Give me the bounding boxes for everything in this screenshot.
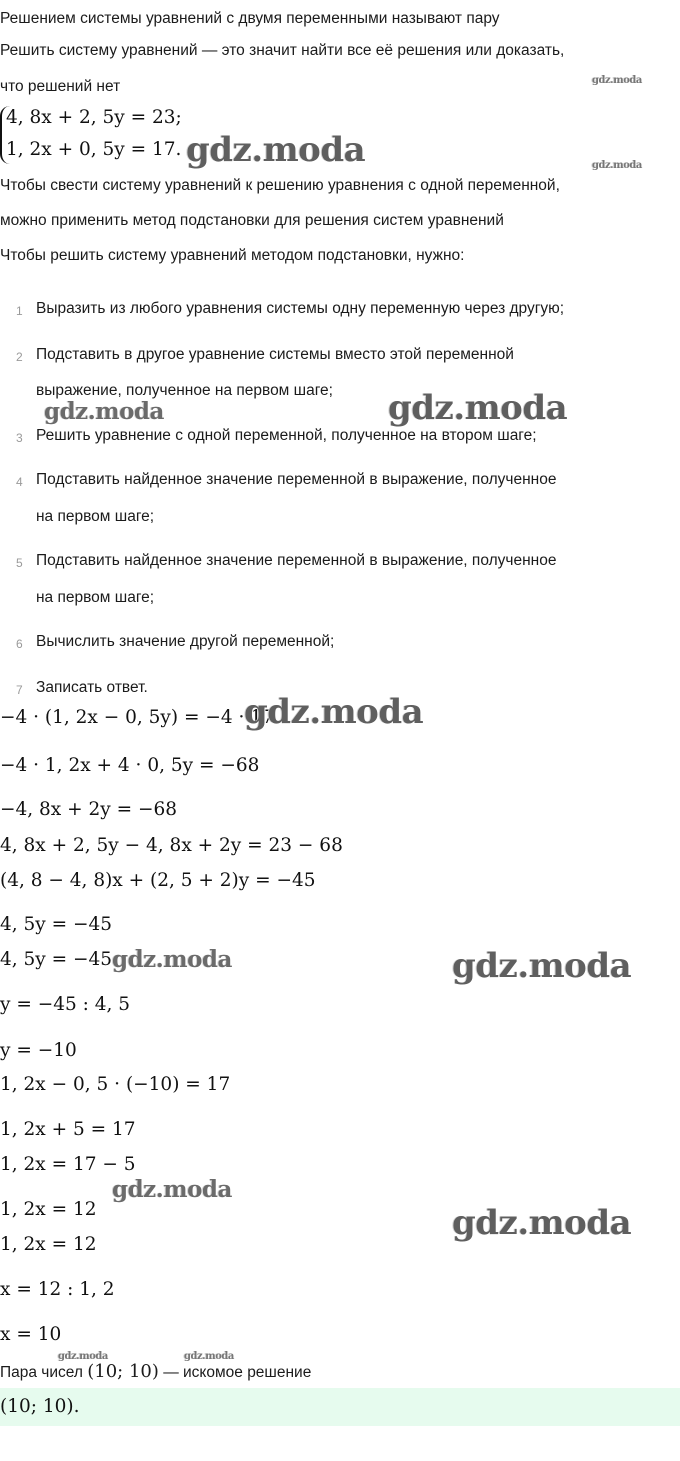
system-equation-1: 4, 8x + 2, 5y = 23; — [6, 107, 182, 128]
solution-line-13: 1, 2x = 12 — [0, 1199, 97, 1220]
solution-line-14: 1, 2x = 12 — [0, 1234, 97, 1255]
answer-value: (10; 10). — [0, 1396, 80, 1417]
solution-line-4: 4, 8x + 2, 5y − 4, 8x + 2y = 23 − 68 — [0, 835, 343, 856]
solution-line-15: x = 12 : 1, 2 — [0, 1279, 115, 1300]
solution-line-7: 4, 5y = −45 — [0, 949, 113, 970]
watermark: gdz.moda — [388, 388, 568, 428]
conclusion-pair: (10; 10) — [87, 1361, 159, 1382]
step-text: Решить уравнение с одной переменной, полученное на втором шаге; — [36, 427, 537, 444]
watermark: gdz.moda — [58, 1351, 108, 1362]
step-text: Подставить найденное значение переменной в выражение, полученное — [36, 471, 557, 488]
step-text-continued: на первом шаге; — [36, 589, 155, 606]
watermark: gdz.moda — [112, 1176, 232, 1203]
watermark: gdz.moda — [452, 946, 632, 986]
solution-line-1: −4 · (1, 2x − 0, 5y) = −4 · 17 — [0, 707, 274, 728]
step-number: 5 — [16, 556, 23, 570]
step-number: 2 — [16, 350, 23, 364]
step-text: Вычислить значение другой переменной; — [36, 633, 335, 650]
step-text-continued: на первом шаге; — [36, 508, 155, 525]
step-text: Записать ответ. — [36, 679, 148, 696]
conclusion-prefix: Пара чисел — [0, 1364, 88, 1381]
watermark: gdz.moda — [452, 1203, 632, 1243]
step-text: Подставить найденное значение переменной в выражение, полученное — [36, 552, 557, 569]
step-number: 7 — [16, 683, 23, 697]
solution-line-10: 1, 2x − 0, 5 · (−10) = 17 — [0, 1074, 231, 1095]
watermark: gdz.moda — [592, 75, 642, 86]
conclusion-suffix: — искомое решение — [158, 1364, 312, 1381]
intro-line-3: что решений нет — [0, 78, 121, 95]
watermark: gdz.moda — [244, 692, 424, 732]
conclusion — [0, 1362, 311, 1383]
step-number: 1 — [16, 304, 23, 318]
solution-line-16: x = 10 — [0, 1324, 62, 1345]
step-number: 4 — [16, 475, 23, 489]
system-equation-2: 1, 2x + 0, 5y = 17. — [6, 139, 182, 160]
solution-line-6: 4, 5y = −45 — [0, 914, 113, 935]
watermark: gdz.moda — [592, 160, 642, 171]
solution-line-5: (4, 8 − 4, 8)x + (2, 5 + 2)y = −45 — [0, 870, 316, 891]
solution-line-9: y = −10 — [0, 1040, 77, 1061]
explain-line-2: можно применить метод подстановки для решения систем уравнений — [0, 212, 504, 229]
step-text: Выразить из любого уравнения системы одну переменную через другую; — [36, 300, 565, 317]
step-text-continued: выражение, полученное на первом шаге; — [36, 382, 333, 399]
solution-line-12: 1, 2x = 17 − 5 — [0, 1154, 136, 1175]
answer-box — [0, 1388, 680, 1426]
watermark: gdz.moda — [44, 398, 164, 425]
solution-line-3: −4, 8x + 2y = −68 — [0, 799, 178, 820]
step-number: 6 — [16, 637, 23, 651]
watermark: gdz.moda — [112, 946, 232, 973]
solution-line-8: y = −45 : 4, 5 — [0, 994, 131, 1015]
intro-line-2: Решить систему уравнений — это значит найти все её решения или доказать, — [0, 42, 565, 59]
explain-line-1: Чтобы свести систему уравнений к решению уравнения с одной переменной, — [0, 177, 560, 194]
watermark: gdz.moda — [184, 1351, 234, 1362]
solution-line-2: −4 · 1, 2x + 4 · 0, 5y = −68 — [0, 755, 260, 776]
intro-line-1: Решением системы уравнений с двумя переменными называют пару — [0, 10, 500, 27]
step-text: Подставить в другое уравнение системы вместо этой переменной — [36, 346, 514, 363]
solution-line-11: 1, 2x + 5 = 17 — [0, 1119, 136, 1140]
watermark: gdz.moda — [186, 130, 366, 170]
step-number: 3 — [16, 431, 23, 445]
explain-line-3: Чтобы решить систему уравнений методом подстановки, нужно: — [0, 247, 465, 264]
